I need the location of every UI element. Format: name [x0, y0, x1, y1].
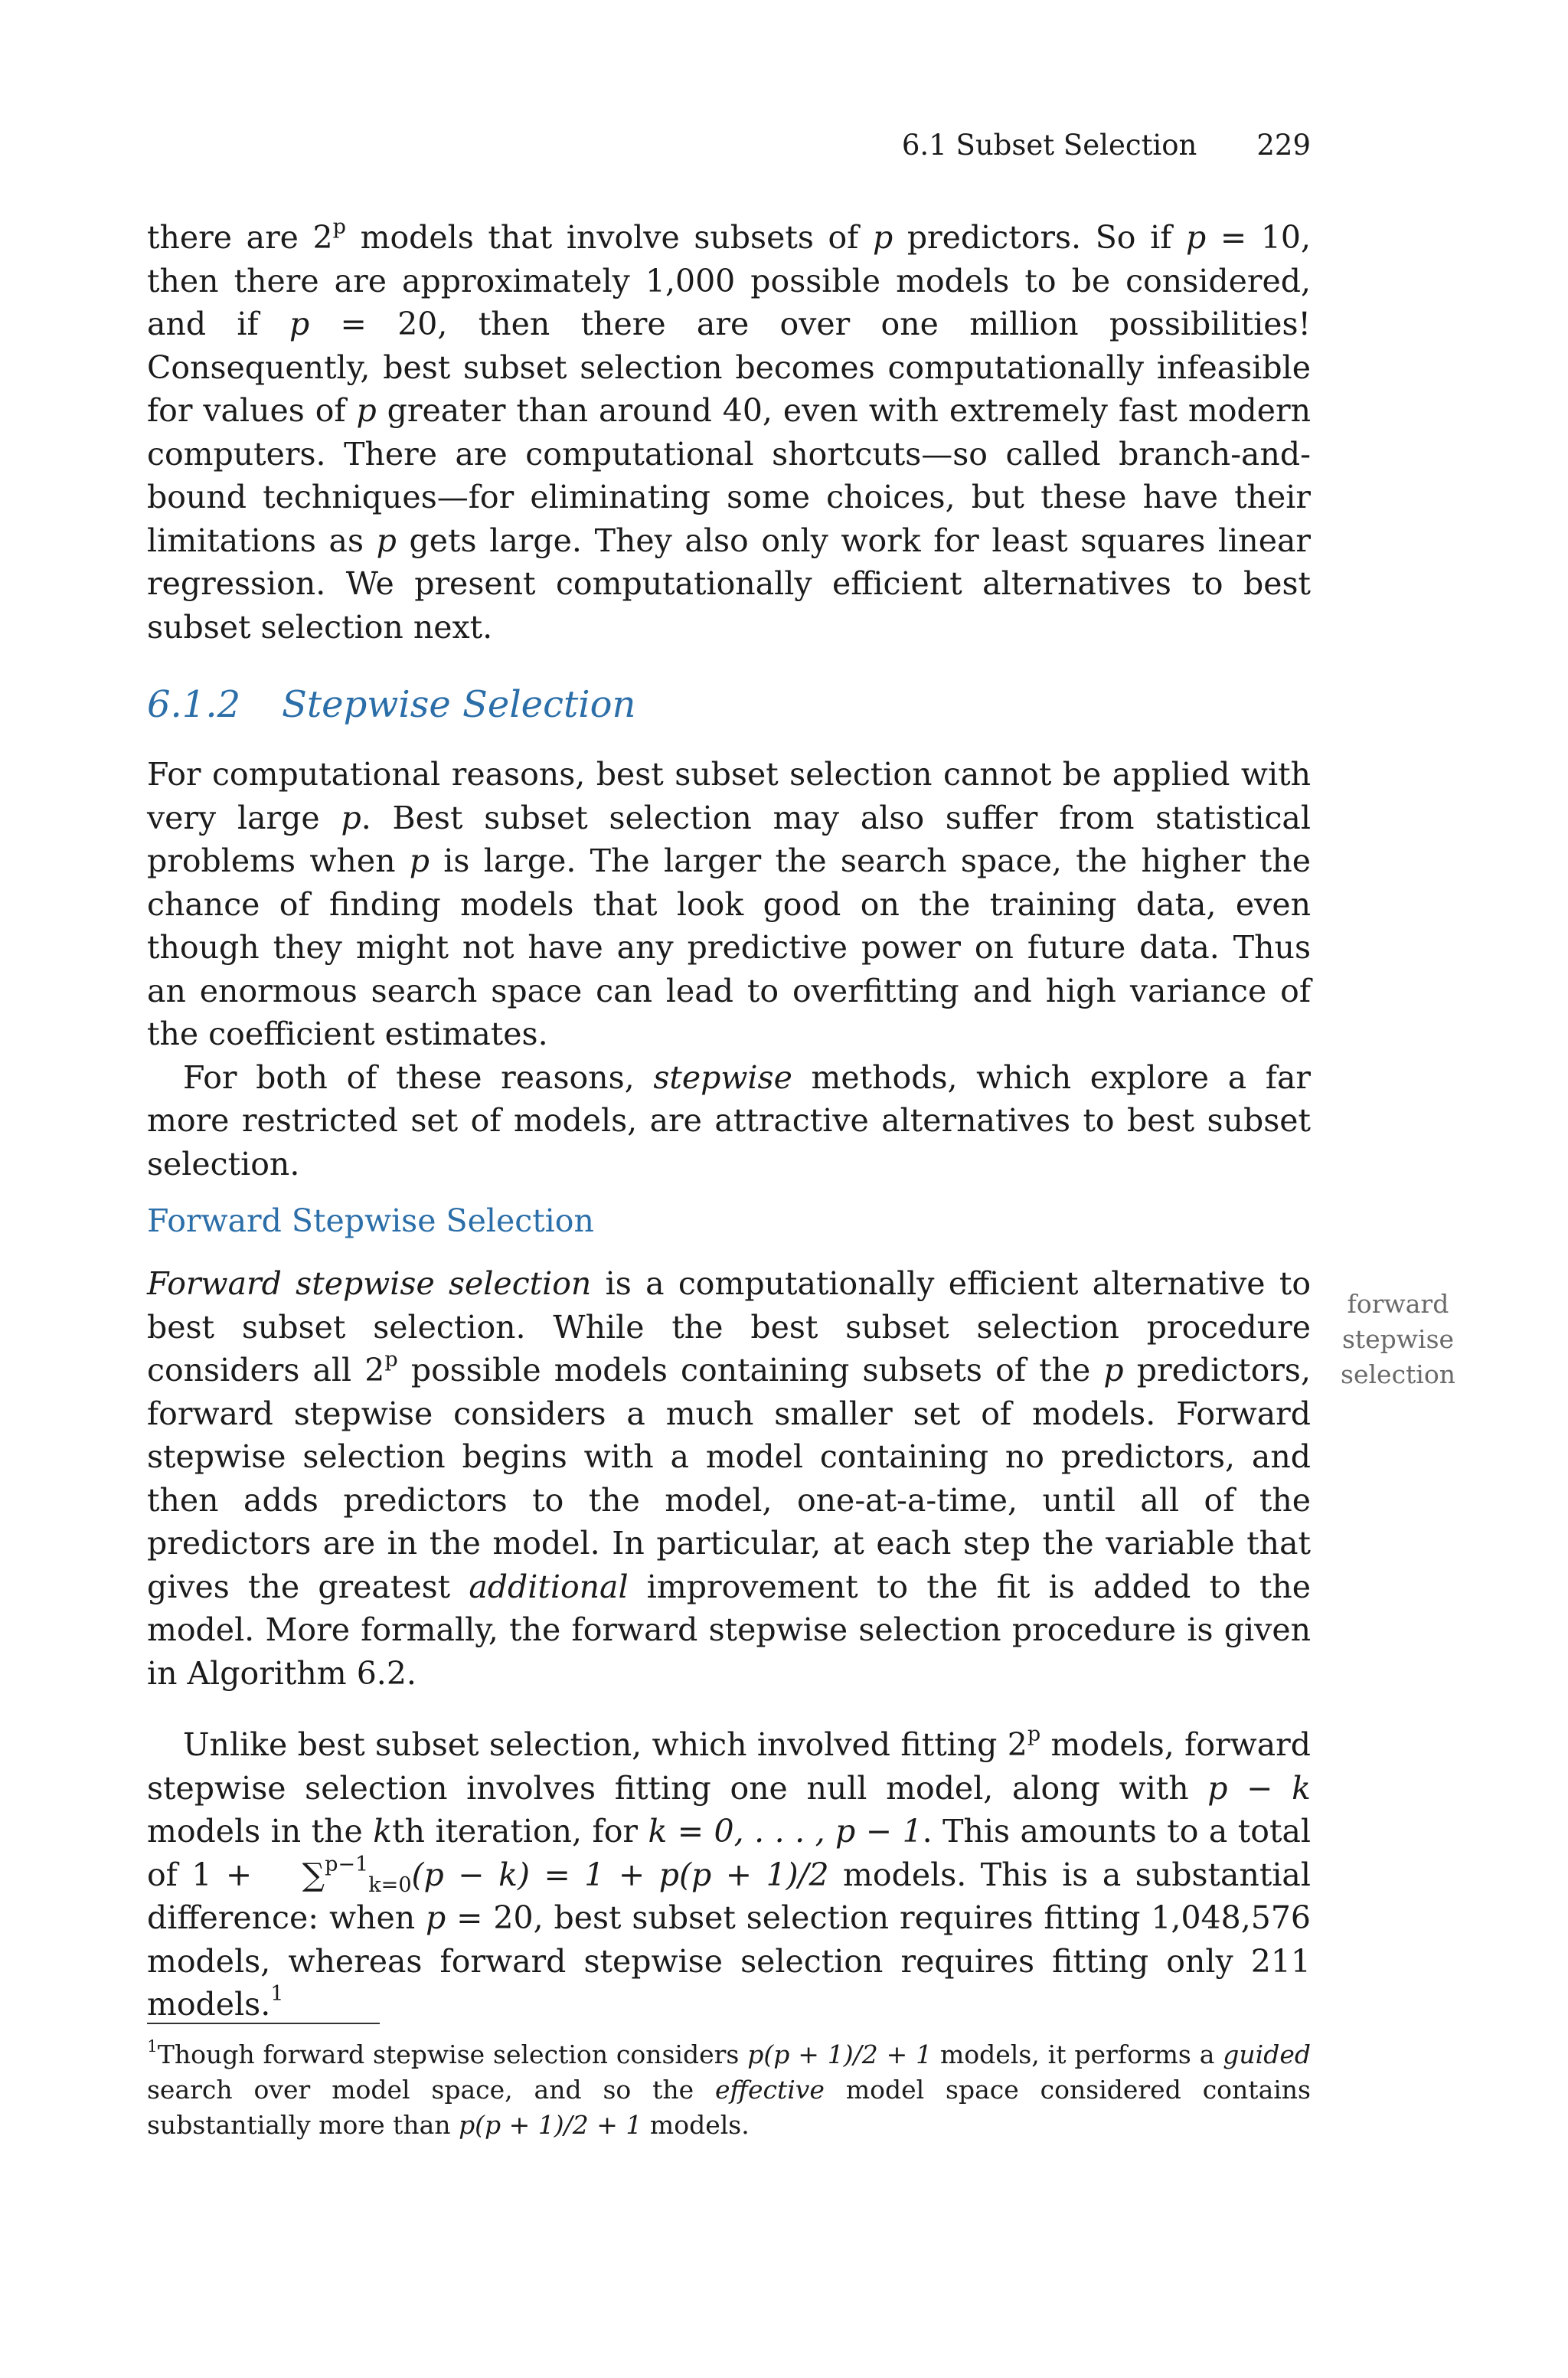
paragraph-text [147, 1056, 1311, 1186]
text-run: models, it performs a [932, 2039, 1223, 2069]
text-run: there are 2 [147, 219, 333, 256]
paragraph-forward-stepwise [147, 1262, 1311, 1695]
text-run: is a computationally efficient alternative to best subset selection. While the best subset selection procedure considers all 2 [147, 1265, 1312, 1389]
math-var: p [426, 1899, 446, 1936]
emphasis: Forward stepwise selection [147, 1265, 592, 1302]
emphasis: stepwise [653, 1058, 792, 1096]
text-run: possible models containing subsets of the [397, 1352, 1104, 1389]
footnote-rule [147, 2023, 380, 2024]
text-run: models. This is a substantial difference: when [147, 1856, 1311, 1936]
text-run: search over model space, and so the [147, 2075, 716, 2105]
text-run: improvement to the fit is added to the model. More formally, the forward stepwise selection procedure is given in Algorithm 6.2. [147, 1568, 1311, 1692]
text-run: methods, which explore a far more restricted set of models, are attractive alternatives to best subset selection. [147, 1058, 1311, 1182]
text-run: For both of these reasons, [183, 1058, 654, 1096]
math-expression: k = 0, . . . , p − 1 [648, 1813, 923, 1850]
paragraph-text [147, 753, 1311, 1056]
math-var: p [409, 842, 430, 879]
text-run: models, forward stepwise selection involves fitting one null model, along with [147, 1726, 1311, 1807]
math-var: p [1103, 1352, 1124, 1389]
paragraph-subset-count [147, 216, 1311, 649]
sum-symbol: ∑ [302, 1856, 325, 1893]
text-run: Though forward stepwise selection considers [157, 2039, 748, 2069]
text-run: = 10, then there are approximately 1,000 possible models to be considered, and if [147, 219, 1312, 342]
margin-note-line: forward [1347, 1289, 1449, 1319]
math-var: p [289, 306, 310, 342]
subsection-heading: Forward Stepwise Selection [147, 1202, 594, 1239]
text-run: models in the [147, 1813, 374, 1850]
text-run: . This amounts to a total of 1 + [147, 1813, 1311, 1893]
text-run: model space considered contains substantially more than [147, 2075, 1311, 2140]
margin-note [1329, 1287, 1467, 1392]
section-title: Stepwise Selection [282, 683, 636, 726]
emphasis: guided [1223, 2039, 1311, 2069]
emphasis: effective [715, 2075, 825, 2105]
math-expression: p(p + 1)/2 + 1 [747, 2039, 933, 2069]
math-expression: p(p + 1)/2 + 1 [459, 2110, 642, 2140]
text-run: Unlike best subset selection, which involved fitting 2 [183, 1726, 1027, 1763]
margin-note-line: stepwise [1341, 1324, 1455, 1354]
running-header-title: 6.1 Subset Selection [901, 129, 1197, 162]
margin-note-line: selection [1341, 1359, 1455, 1389]
paragraph-model-count [147, 1723, 1311, 2026]
text-run: = 20, best subset selection requires fitting 1,048,576 models, whereas forward stepwise selection requires fitting only 211 models. [147, 1899, 1311, 2023]
sum-lower-limit: k=0 [368, 1873, 412, 1897]
text-run: . Best subset selection may also suffer from statistical problems when [147, 799, 1311, 879]
emphasis: additional [469, 1568, 629, 1605]
math-var: p [356, 392, 377, 429]
text-run: greater than around 40, even with extremely fast modern computers. There are computational shortcuts—so called branch-and-bound techniques—for eliminating some choices, but these have their limitations as [147, 392, 1311, 559]
math-var: p [872, 219, 893, 256]
exponent: p [332, 215, 346, 240]
math-expression: p − k [1207, 1769, 1311, 1807]
paragraph-text [147, 1262, 1311, 1695]
exponent: p [1027, 1722, 1041, 1747]
page-number: 229 [1256, 129, 1311, 162]
text-run: predictors, forward stepwise considers a much smaller set of models. Forward stepwise selection begins with a model containing no predictors, and then adds predictors to the model, one-at-a-time, until all of the predictors are in the model. In particular, at each step the variable that gives the greatest [147, 1352, 1311, 1605]
running-header [147, 127, 1311, 164]
math-expression: (p − k) = 1 + p(p + 1)/2 [411, 1856, 829, 1893]
math-var: p [341, 799, 361, 836]
summation [266, 1853, 412, 1897]
text-run: = 20, then there are over one million possibilities! Consequently, best subset selection becomes computationally infeasible for values of [147, 306, 1311, 429]
text-run: models that involve subsets of [345, 219, 873, 256]
paragraph-text [147, 216, 1311, 649]
text-run: predictors. So if [893, 219, 1186, 256]
text-run: models. [642, 2110, 750, 2140]
math-var: p [1185, 219, 1207, 256]
paragraph-stepwise-intro [147, 753, 1311, 1186]
exponent: p [384, 1348, 398, 1372]
math-var: p [376, 522, 397, 559]
text-run: th iteration, for [392, 1813, 648, 1850]
sum-upper-limit: p−1 [325, 1852, 369, 1876]
section-heading [147, 682, 1311, 728]
paragraph-text [147, 1723, 1311, 2026]
footnote-marker: 1 [270, 1982, 284, 2007]
math-var: k [373, 1813, 393, 1850]
footnote [147, 2037, 1311, 2143]
text-run: For computational reasons, best subset selection cannot be applied with very large [147, 756, 1311, 836]
text-run: gets large. They also only work for least squares linear regression. We present computationally efficient alternatives to best subset selection next. [147, 522, 1311, 646]
footnote-mark: 1 [147, 2036, 158, 2056]
text-run: is large. The larger the search space, the higher the chance of finding models that look good on the training data, even though they might not have any predictive power on future data. Thus an enormous search space can lead to overfitting and high variance of the coefficient estimates. [147, 842, 1311, 1052]
section-number: 6.1.2 [147, 683, 241, 726]
